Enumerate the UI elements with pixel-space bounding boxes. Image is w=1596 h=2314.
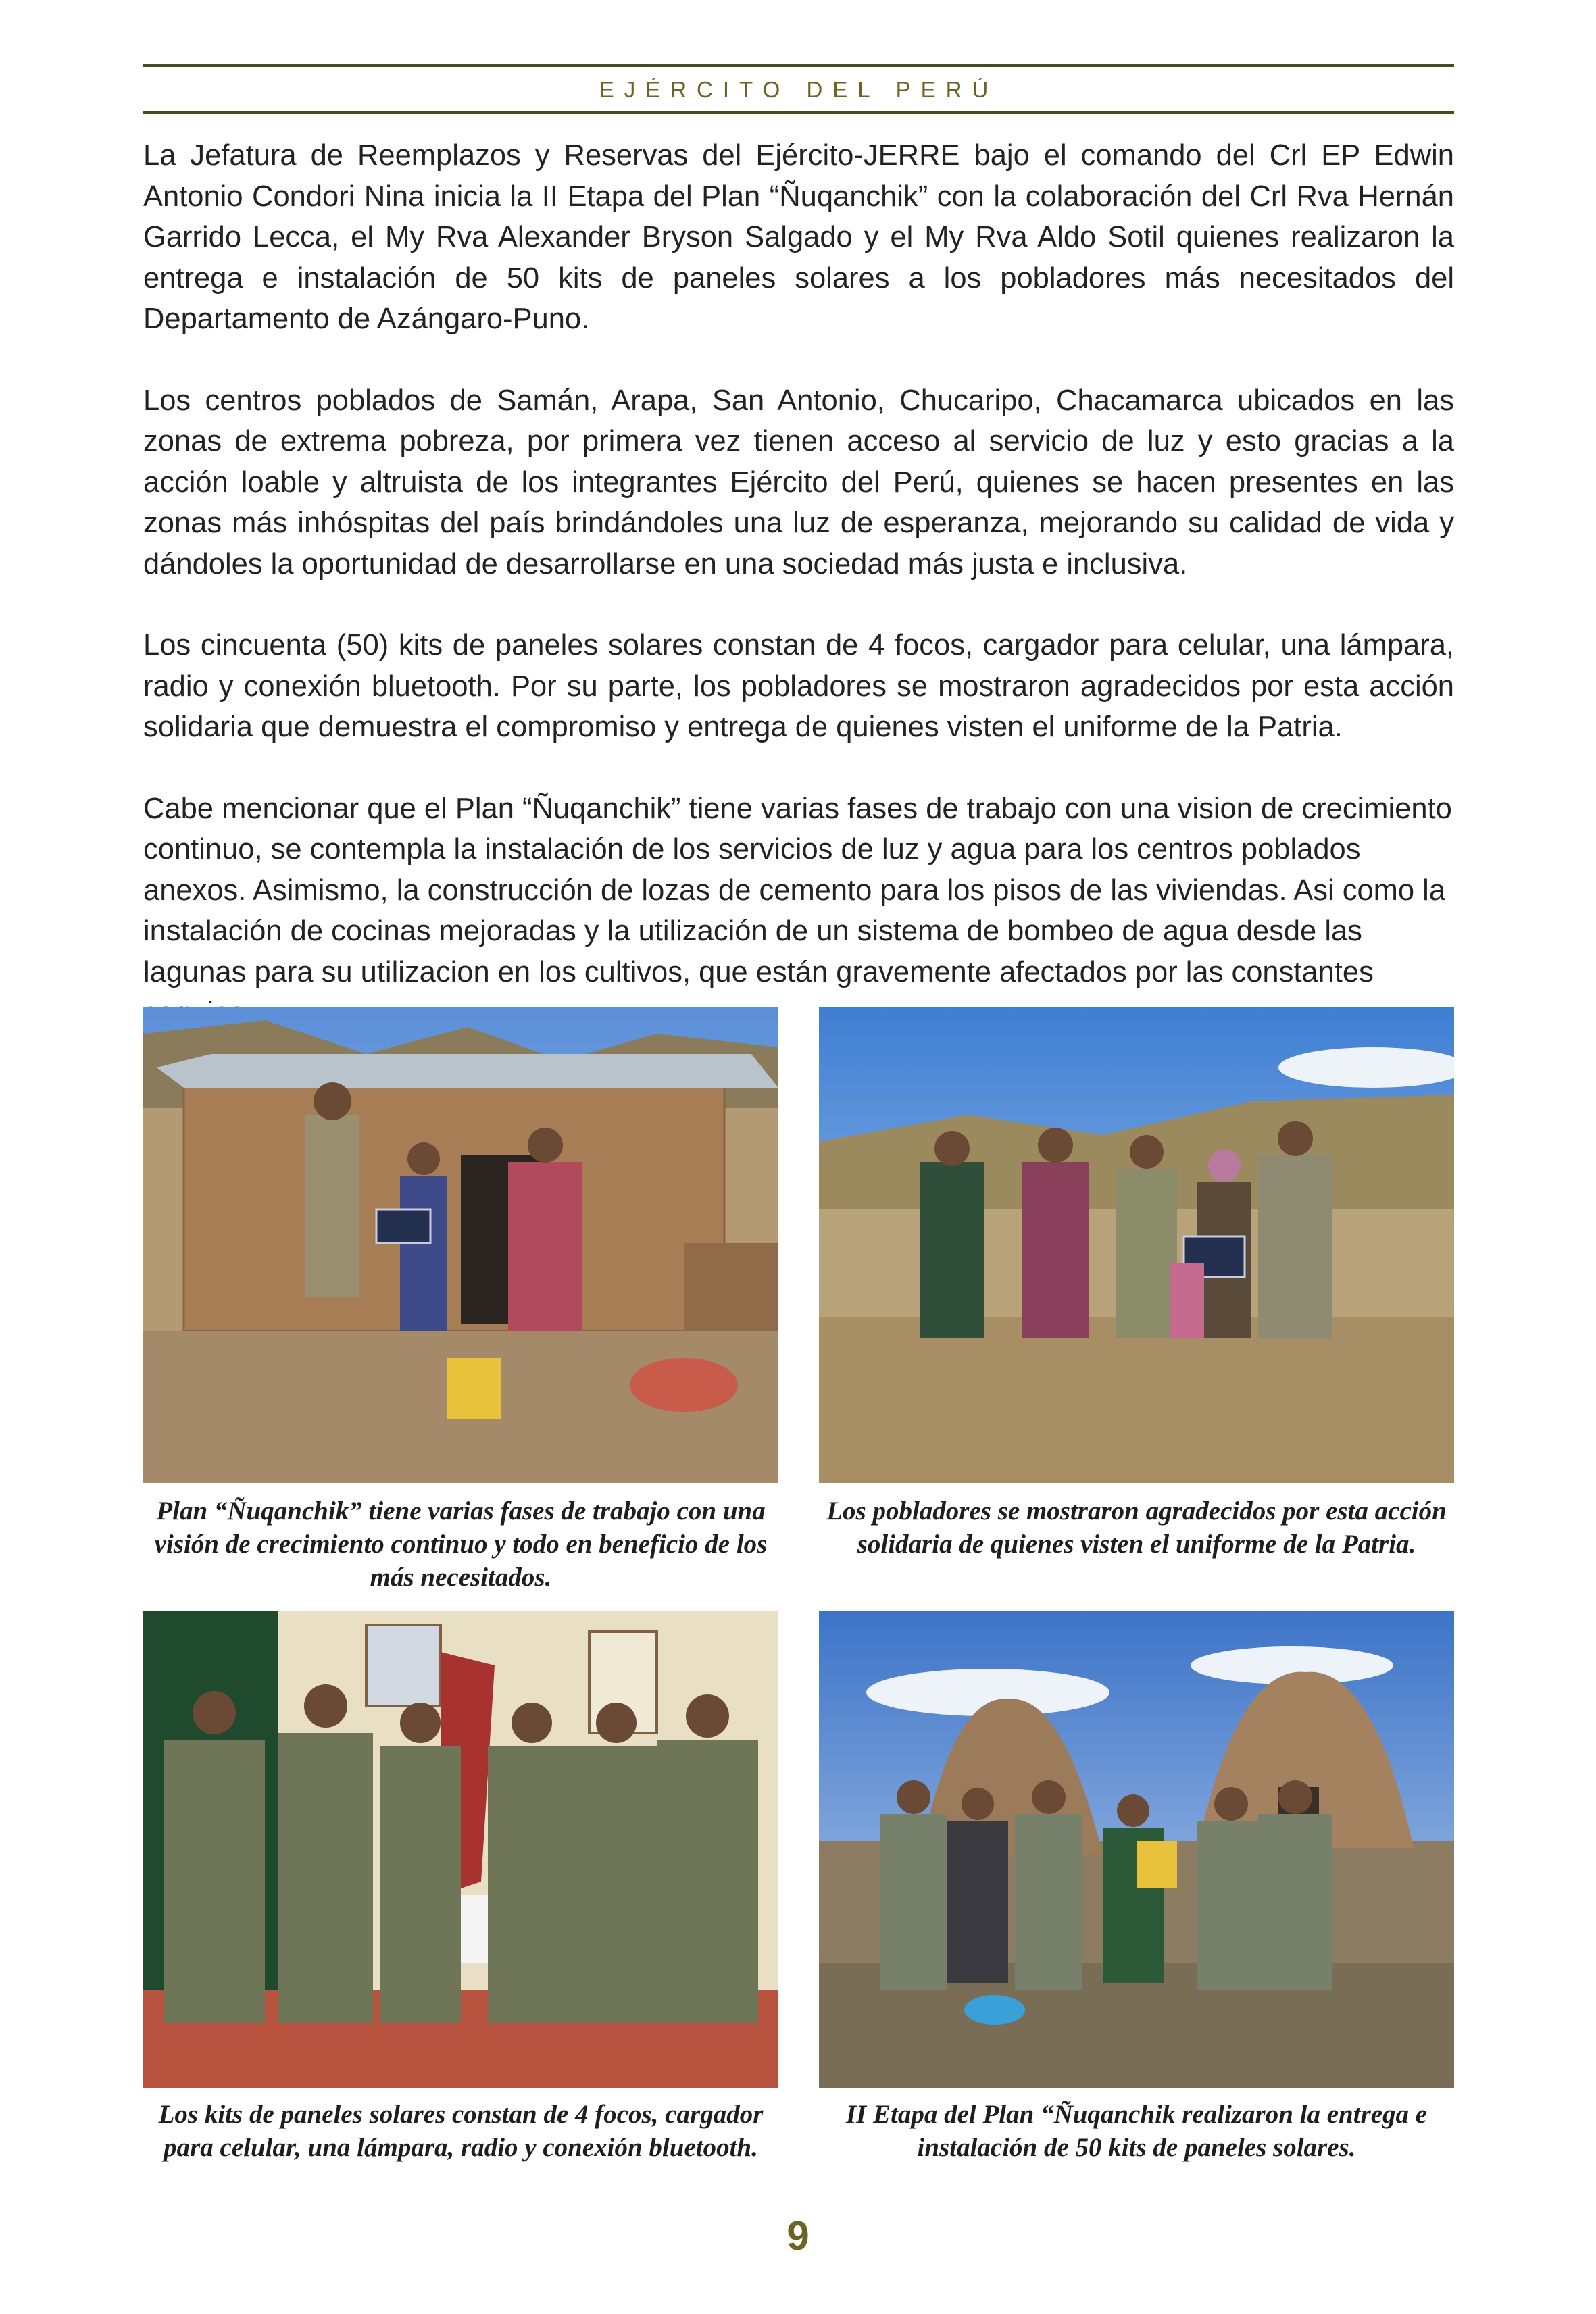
header-title: EJÉRCITO DEL PERÚ xyxy=(599,77,999,102)
photo-officers-indoor xyxy=(143,1611,778,2088)
page-number: 9 xyxy=(787,2213,809,2259)
photo-caption-2: Los pobladores se mostraron agradecidos por esta acción solidaria de quienes visten el uniforme de la Patria. xyxy=(826,1496,1447,1559)
article-paragraph-1: La Jefatura de Reemplazos y Reservas del Ejército-JERRE bajo el comando del Crl EP Edwin Antonio Condori Nina inicia la II Etapa del Plan “Ñuqanchik” con la colaboración del Crl Rva Hernán Garrido Lecca, el My Rva Alexander Bryson Salgado y el My Rva Aldo Sotil quienes realizaron la entrega e instalación de 50 kits de paneles solares a los pobladores más necesitados del Departamento de Azángaro-Puno. xyxy=(143,139,1454,335)
photo-caption-3: Los kits de paneles solares constan de 4 focos, cargador para celular, una lámpara, radio y conexión bluetooth. xyxy=(158,2100,764,2162)
photo-caption-1: Plan “Ñuqanchik” tiene varias fases de trabajo con una visión de crecimiento continuo y todo en beneficio de los más necesitados. xyxy=(154,1496,768,1592)
photo-villagers-group xyxy=(819,1007,1454,1483)
article-body xyxy=(143,135,1454,1034)
article-paragraph-2: Los centros poblados de Samán, Arapa, San Antonio, Chucaripo, Chacamarca ubicados en las zonas de extrema pobreza, por primera vez tienen acceso al servicio de luz y esto gracias a la acción loable y altruista de los integrantes Ejército del Perú, quienes se hacen presentes en las zonas más inhóspitas del país brindándoles una luz de esperanza, mejorando su calidad de vida y dándoles la oportunidad de desarrollarse en una sociedad más justa e inclusiva. xyxy=(143,384,1454,580)
article-paragraph-4: Cabe mencionar que el Plan “Ñuqanchik” tiene varias fases de trabajo con una vision de crecimiento continuo, se contempla la instalación de los servicios de luz y agua para los centros poblados anexos. Asimismo, la construcción de lozas de cemento para los pisos de las viviendas. Asi como la instalación de cocinas mejoradas y la utilización de un sistema de bombeo de agua desde las lagunas para su utilizacion en los cultivos, que están gravemente afectados por las constantes xyxy=(143,792,1452,988)
header-rule-top xyxy=(143,64,1454,67)
photo-adobe-house xyxy=(143,1007,778,1483)
photo-domed-huts xyxy=(819,1611,1454,2088)
header-rule-bottom xyxy=(143,111,1454,114)
photo-caption-4: II Etapa del Plan “Ñuqanchik realizaron la entrega e instalación de 50 kits de paneles solares. xyxy=(845,2100,1428,2162)
article-paragraph-3: Los cincuenta (50) kits de paneles solares constan de 4 focos, cargador para celular, una lámpara, radio y conexión bluetooth. Por su parte, los pobladores se mostraron agradecidos por esta acción solidaria que demuestra el compromiso y entrega de quienes visten el uniforme de la Patria. xyxy=(143,629,1454,743)
